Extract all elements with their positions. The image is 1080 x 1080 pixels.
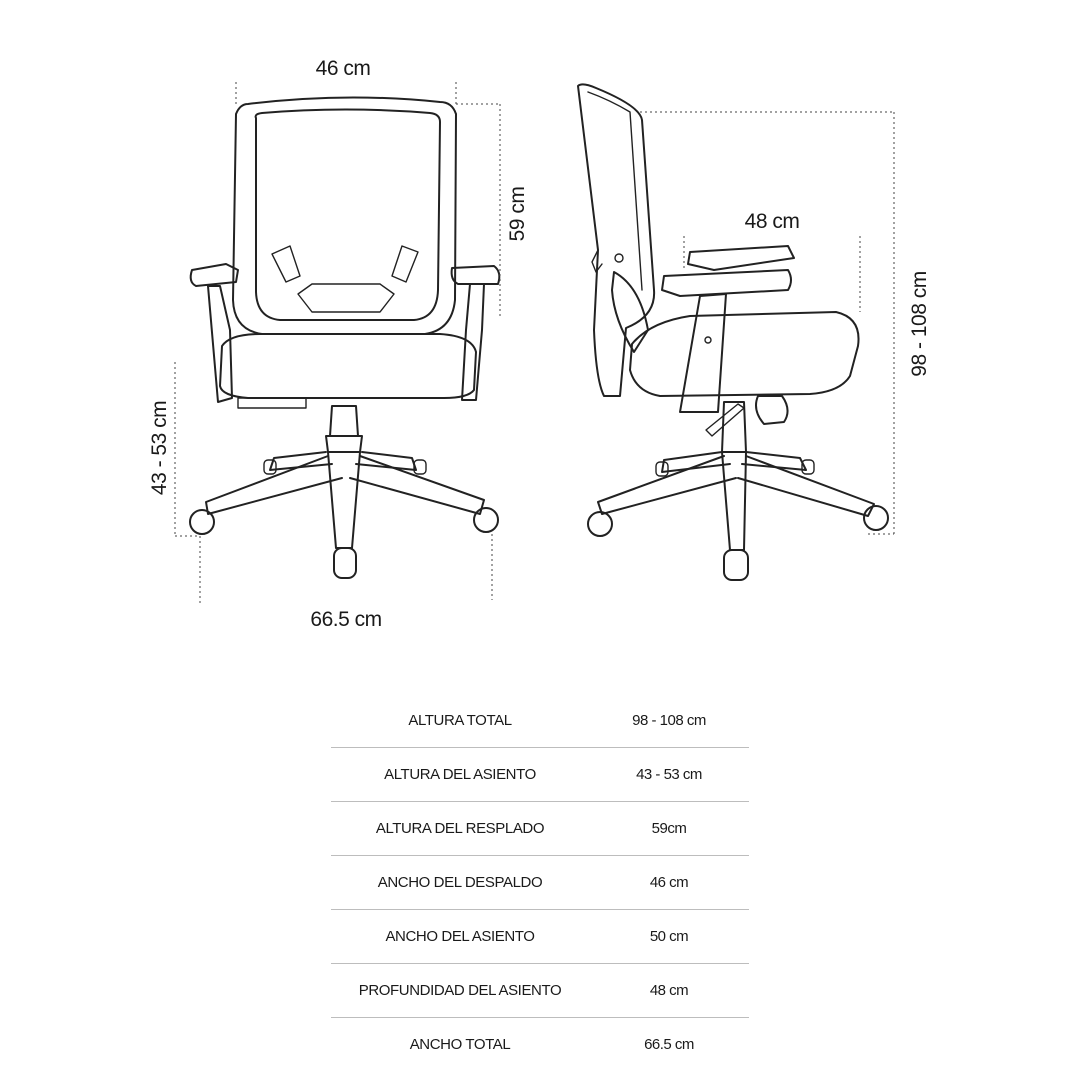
spec-value: 43 - 53 cm [636,766,702,783]
spec-label: ANCHO DEL DESPALDO [377,874,543,891]
spec-label: ALTURA DEL ASIENTO [384,766,536,783]
spec-value: 59cm [651,820,687,837]
specs-table [331,694,749,1071]
spec-row [331,802,749,856]
spec-label: ALTURA DEL RESPLADO [375,820,545,837]
spec-value: 48 cm [649,982,689,999]
spec-label: ALTURA TOTAL [408,712,512,729]
chair-side-view [578,84,888,580]
spec-row [331,856,749,910]
spec-value: 98 - 108 cm [632,712,706,729]
spec-value: 46 cm [649,874,689,891]
spec-value: 50 cm [649,928,689,945]
spec-value: 66.5 cm [644,1036,694,1053]
spec-label: ANCHO TOTAL [409,1036,511,1053]
spec-row [331,694,749,748]
label-backrest-width: 46 cm [315,57,371,80]
spec-row [331,910,749,964]
spec-row [331,1018,749,1071]
spec-row [331,964,749,1018]
label-total-width: 66.5 cm [310,608,382,631]
label-backrest-height: 59 cm [506,186,529,242]
chair-front-view [190,97,499,578]
spec-label: PROFUNDIDAD DEL ASIENTO [358,982,562,999]
label-seat-height: 43 - 53 cm [148,400,171,496]
spec-label: ANCHO DEL ASIENTO [385,928,535,945]
label-seat-depth: 48 cm [744,210,800,233]
dimension-guides [175,82,894,604]
label-total-height: 98 - 108 cm [908,271,931,377]
spec-row [331,748,749,802]
